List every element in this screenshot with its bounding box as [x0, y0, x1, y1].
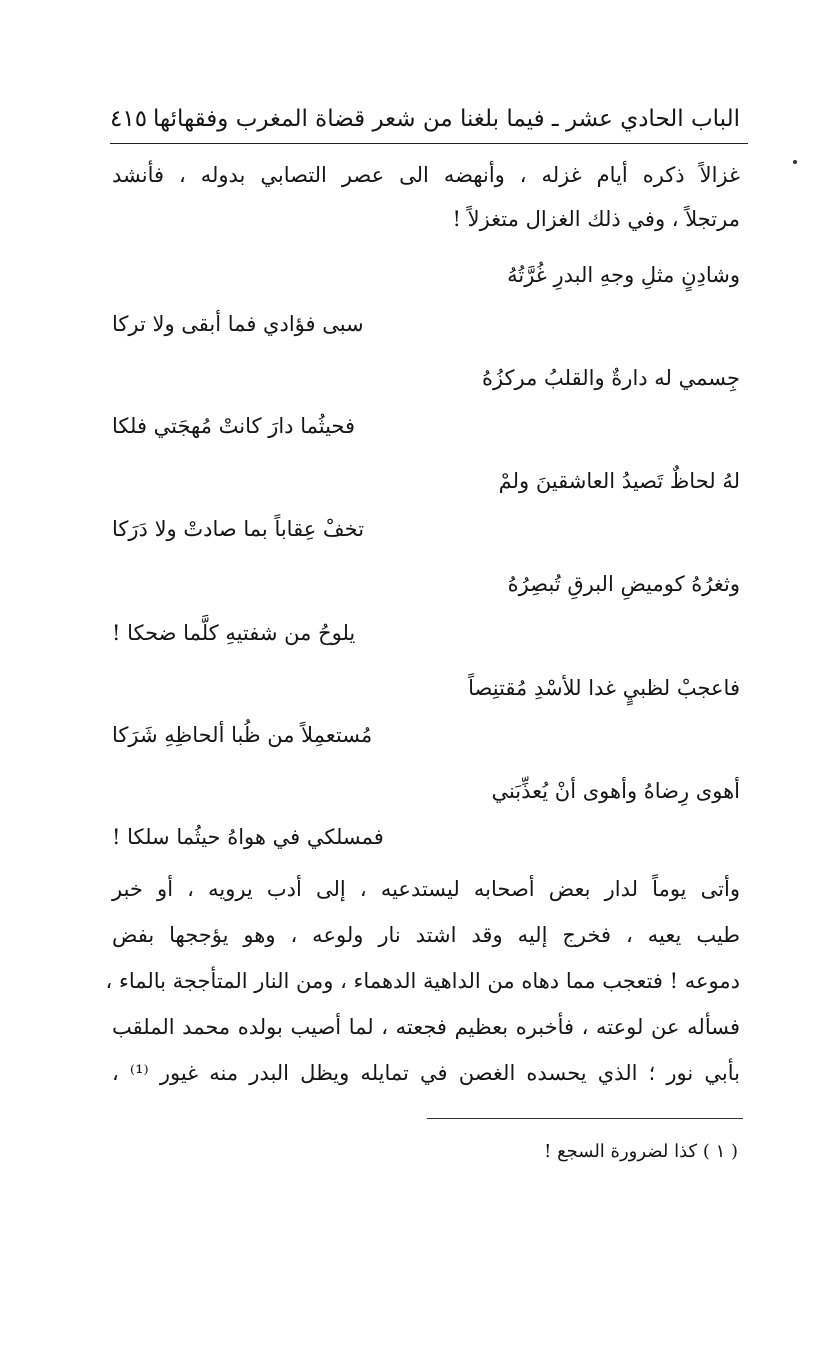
verse-hemistich-first: أهوى رِضاهُ وأهوى أنْ يُعذِّبَني — [491, 779, 740, 803]
verse-hemistich-second: فمسلكي في هواهُ حيثُما سلكا ! — [112, 825, 384, 849]
verse-hemistich-second: فحيثُما دارَ كانتْ مُهجَتي فلكا — [112, 414, 356, 438]
verse-hemistich-first: وشادِنٍ مثلِ وجهِ البدرِ غُرَّتُهُ — [507, 263, 740, 287]
verse-hemistich-first: لهُ لحاظٌ تَصيدُ العاشقينَ ولمْ — [498, 469, 740, 493]
narrative-line: دموعه ! فتعجب مما دهاه من الداهية الدهماء ، ومن النار المتأججة بالماء ، — [105, 969, 740, 993]
narrative-line: فسأله عن لوعته ، فأخبره بعظيم فجعته ، لما أصيب بولده محمد الملقب — [112, 1015, 740, 1039]
verse-hemistich-second: تخفْ عِقاباً بما صادتْ ولا دَرَكا — [112, 517, 365, 541]
header-rule — [110, 143, 748, 144]
footnote-rule — [427, 1118, 743, 1119]
verse-hemistich-first: فاعجبْ لظبيٍ غدا للأسْدِ مُقتنِصاً — [468, 676, 740, 700]
narrative-line: وأتى يوماً لدار بعض أصحابه ليستدعيه ، إلى أدب يرويه ، أو خبر — [112, 877, 740, 901]
page-header — [110, 98, 740, 140]
verse-hemistich-second: مُستعمِلاً من ظُبا ألحاظِهِ شَرَكا — [112, 723, 373, 747]
footnote: ( ١ ) كذا لضرورة السجع ! — [544, 1141, 738, 1162]
intro-line: مرتجلاً ، وفي ذلك الغزال متغزلاً ! — [452, 207, 740, 231]
running-title: الباب الحادي عشر ـ فيما بلغنا من شعر قضاة المغرب وفقهائها — [153, 106, 740, 132]
verse-hemistich-second: يلوحُ من شفتيهِ كلَّما ضحكا ! — [112, 621, 356, 645]
margin-mark — [793, 160, 797, 164]
narrative-line: طيب يعيه ، فخرج إليه وقد اشتد نار ولوعه ، وهو يؤججها بفض — [112, 923, 740, 947]
verse-hemistich-first: وثغرُهُ كوميضِ البرقِ تُبصِرُهُ — [507, 572, 740, 596]
narrative-line: بأبي نور ؛ الذي يحسده الغصن في تمايله ويظل البدر منه غيور ⁽¹⁾ ، — [112, 1061, 740, 1085]
intro-line: غزالاً ذكره أيام غزله ، وأنهضه الى عصر التصابي بدوله ، فأنشد — [112, 163, 740, 187]
verse-hemistich-first: جِسمي له دارةٌ والقلبُ مركزُهُ — [481, 366, 740, 390]
verse-hemistich-second: سبى فؤادي فما أبقى ولا تركا — [112, 312, 364, 336]
page-number: ٤١٥ — [110, 106, 148, 132]
